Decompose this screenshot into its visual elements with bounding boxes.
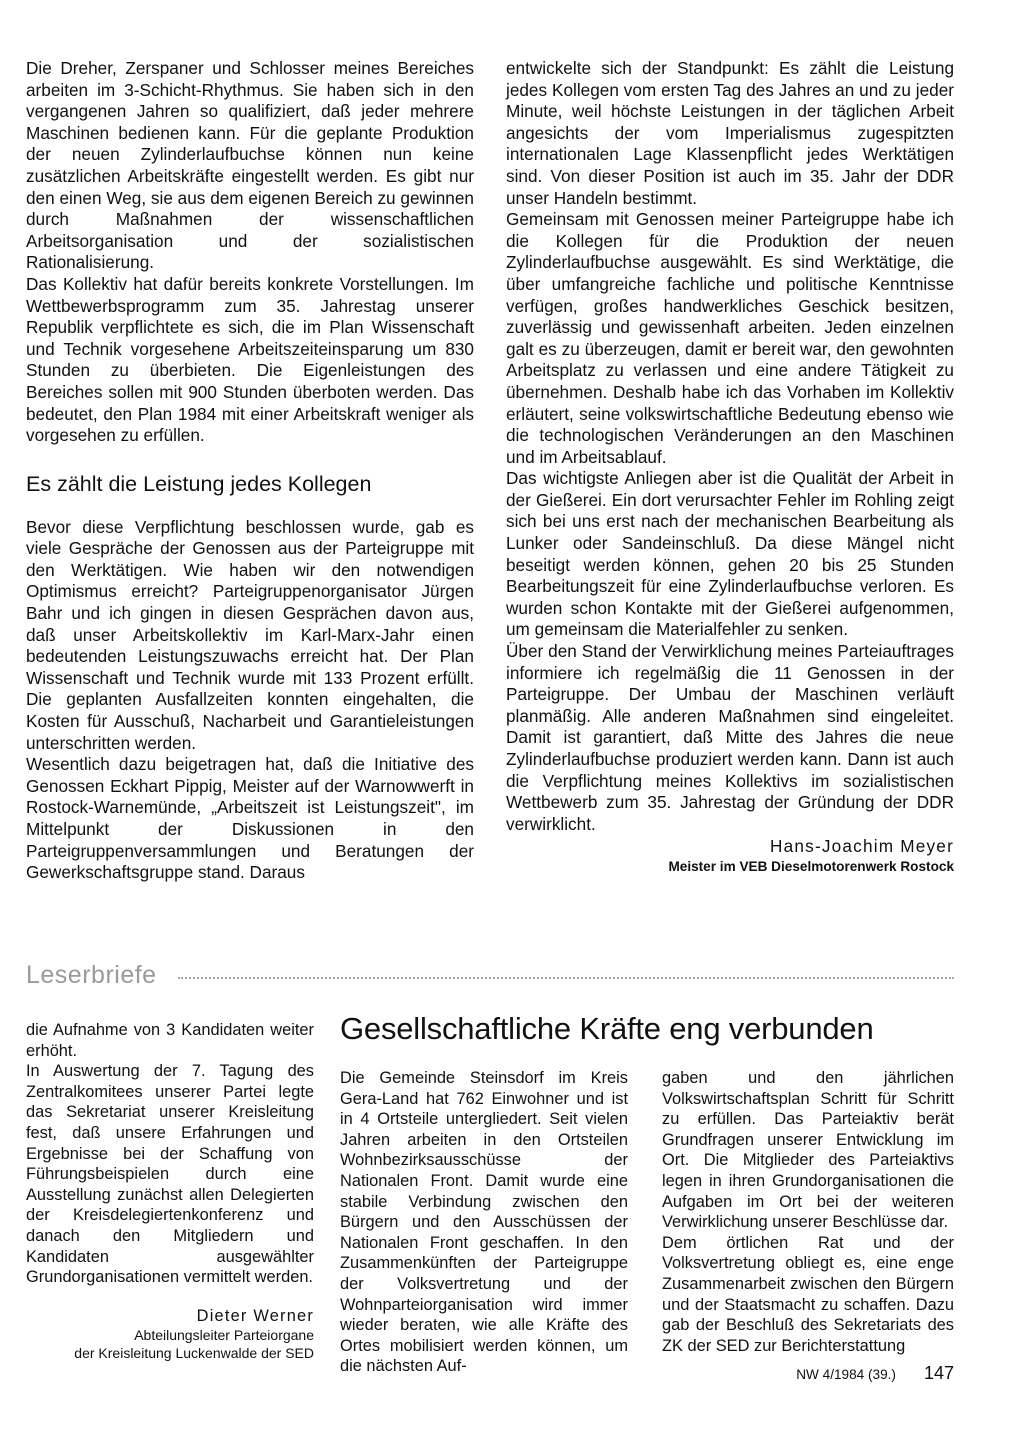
paragraph: gaben und den jährlichen Volkswirtschaftsplan Schritt für Schritt zu erfüllen. Das Parteiaktiv berät Grundfragen unserer Entwicklung im Ort. Die Mitglieder des Parteiaktivs legen in ihren Grundorganisationen die Aufgaben im Ort bei der weiteren Verwirklichung unserer Beschlüsse dar.	[662, 1069, 954, 1232]
paragraph: Die Gemeinde Steinsdorf im Kreis Gera-Land hat 762 Einwohner und ist in 4 Ortsteile untergliedert. Seit vielen Jahren arbeiten in den Ortsteilen Wohnbezirksausschüsse der Nationalen Front. Damit wurde eine stabile Verbindung zwischen den Bürgern und den Ausschüssen der Nationalen Front geschaffen. In den Zusammenkünften der Parteigruppe der Volksvertretung und der Wohnparteiorganisation wird immer wieder beraten, wie alle Kräfte des Ortes mobilisiert werden können, um die nächsten Auf-	[340, 1069, 628, 1376]
paragraph: Das Kollektiv hat dafür bereits konkrete Vorstellungen. Im Wettbewerbsprogramm zum 35. Jahrestag unserer Republik verpflichtete es sich, die im Plan Wissenschaft und Technik vorgesehene Arbeitszeiteinsparung um 830 Stunden zu überbieten. Die Eigenleistungen des Bereiches sollen mit 900 Stunden überboten werden. Das bedeutet, den Plan 1984 mit einer Arbeitskraft weniger als vorgesehen zu erfüllen.	[26, 273, 474, 446]
upper-right-column	[506, 58, 954, 875]
lower-middle-column	[340, 1068, 628, 1377]
upper-left-column	[26, 58, 474, 884]
author-signature: Hans-Joachim Meyer	[770, 836, 954, 857]
paragraph: Gemeinsam mit Genossen meiner Parteigruppe habe ich die Kollegen für die Produktion der neuen Zylinderlaufbuchse ausgewählt. Es sind Werktätige, die über umfangreiche fachliche und politische Kenntnisse verfügen, großes handwerkliches Geschick besitzen, zuverlässig und gewissenhaft arbeiten. Jeden einzelnen galt es zu überzeugen, damit er bereit war, den gewohnten Arbeitsplatz zu verlassen und eine andere Tätigkeit zu übernehmen. Deshalb habe ich das Vorhaben im Kollektiv erläutert, seine volkswirtschaftliche Bedeutung ebenso wie die technologischen Veränderungen an den Maschinen und im Arbeitsablauf.	[506, 209, 954, 467]
article-headline: Gesellschaftliche Kräfte eng verbunden	[340, 1011, 874, 1046]
paragraph: Über den Stand der Verwirklichung meines Parteiauftrages informiere ich regelmäßig die 11 Genossen in der Parteigruppe. Der Umbau der Maschinen verläuft planmäßig. Alle anderen Maßnahmen sind eingeleitet. Damit ist garantiert, daß Mitte des Jahres die neue Zylinderlaufbuchse produziert werden kann. Dann ist auch die Verpflichtung meines Kollektivs im sozialistischen Wettbewerb zum 35. Jahrestag der Gründung der DDR verwirklicht.	[506, 641, 954, 834]
section-label: Leserbriefe	[26, 961, 157, 989]
paragraph: die Aufnahme von 3 Kandidaten weiter erhöht.	[26, 1021, 314, 1060]
paragraph: Bevor diese Verpflichtung beschlossen wurde, gab es viele Gespräche der Genossen aus der Parteigruppe mit den Werktätigen. Wie haben wir den notwendigen Optimismus erreicht? Parteigruppenorganisator Jürgen Bahr und ich gingen in diesen Gesprächen davon aus, daß unser Arbeitskollektiv im Karl-Marx-Jahr einen bedeutenden Leistungszuwachs erreicht hat. Der Plan Wissenschaft und Technik wurde mit 133 Prozent erfüllt. Die geplanten Ausfallzeiten konnten eingehalten, die Kosten für Ausschuß, Nacharbeit und Garantieleistungen unterschritten werden.	[26, 516, 474, 753]
paragraph: Das wichtigste Anliegen aber ist die Qualität der Arbeit in der Gießerei. Ein dort verursachter Fehler im Rohling zeigt sich bei uns erst nach der mechanischen Bearbeitung als Lunker oder Sandeinschluß. Da diese Mängel nicht beseitigt werden können, gehen 20 bis 25 Stunden Bearbeitungszeit für eine Zylinderlaufbuchse verloren. Es wurden schon Kontakte mit der Gießerei aufgenommen, um gemeinsam die Materialfehler zu senken.	[506, 468, 954, 640]
author-role-line: der Kreisleitung Luckenwalde der SED	[74, 1345, 314, 1362]
paragraph: Die Dreher, Zerspaner und Schlosser meines Bereiches arbeiten im 3-Schicht-Rhythmus. Sie haben sich in den vergangenen Jahren so qualifiziert, daß jeder mehrere Maschinen bedienen kann. Für die geplante Produktion der neuen Zylinderlaufbuchse können nun keine zusätzlichen Arbeitskräfte eingestellt werden. Es gibt nur den einen Weg, sie aus dem eigenen Bereich zu gewinnen durch Maßnahmen der wissenschaftlichen Arbeitsorganisation und der sozialistischen Rationalisierung.	[26, 58, 474, 273]
paragraph: entwickelte sich der Standpunkt: Es zählt die Leistung jedes Kollegen vom ersten Tag des Jahres an und zu jeder Minute, weil höchste Leistungen in der täglichen Arbeit angesichts der vom Imperialismus zugespitzten internationalen Lage Klassenpflicht jedes Werktätigen sind. Von dieser Position ist auch im 35. Jahr der DDR unser Handeln bestimmt.	[506, 58, 954, 208]
issue-label: NW 4/1984 (39.)	[796, 1367, 896, 1382]
page-footer	[680, 1363, 954, 1384]
author-role: Meister im VEB Dieselmotorenwerk Rostock	[668, 858, 954, 874]
paragraph: Dem örtlichen Rat und der Volksvertretung obliegt es, eine enge Zusammenarbeit zwischen den Bürgern und der Staatsmacht zu schaffen. Dazu gab der Beschluß des Sekretariats des ZK der SED zur Berichterstattung	[662, 1233, 954, 1355]
paragraph: Wesentlich dazu beigetragen hat, daß die Initiative des Genossen Eckhart Pippig, Meister auf der Warnowwerft in Rostock-Warnemünde, „Arbeitszeit ist Leistungszeit", im Mittelpunkt der Diskussionen in den Parteigruppenversammlungen und Beratungen der Gewerkschaftsgruppe stand. Daraus	[26, 754, 474, 883]
paragraph: In Auswertung der 7. Tagung des Zentralkomitees unserer Partei legte das Sekretariat unserer Kreisleitung fest, daß unsere Erfahrungen und Ergebnisse bei der Schaffung von Führungsbeispielen durch eine Ausstellung zunächst allen Delegierten der Kreisdelegiertenkonferenz und danach den Mitgliedern und Kandidaten ausgewählter Grundorganisationen vermittelt werden.	[26, 1062, 314, 1287]
lower-right-column	[662, 1068, 954, 1356]
section-divider	[178, 977, 954, 979]
author-role-line: Abteilungsleiter Parteiorgane	[134, 1327, 314, 1344]
lower-left-column	[26, 1020, 314, 1362]
subheading: Es zählt die Leistung jedes Kollegen	[26, 471, 372, 496]
author-signature: Dieter Werner	[196, 1306, 314, 1325]
page-number: 147	[923, 1363, 954, 1383]
